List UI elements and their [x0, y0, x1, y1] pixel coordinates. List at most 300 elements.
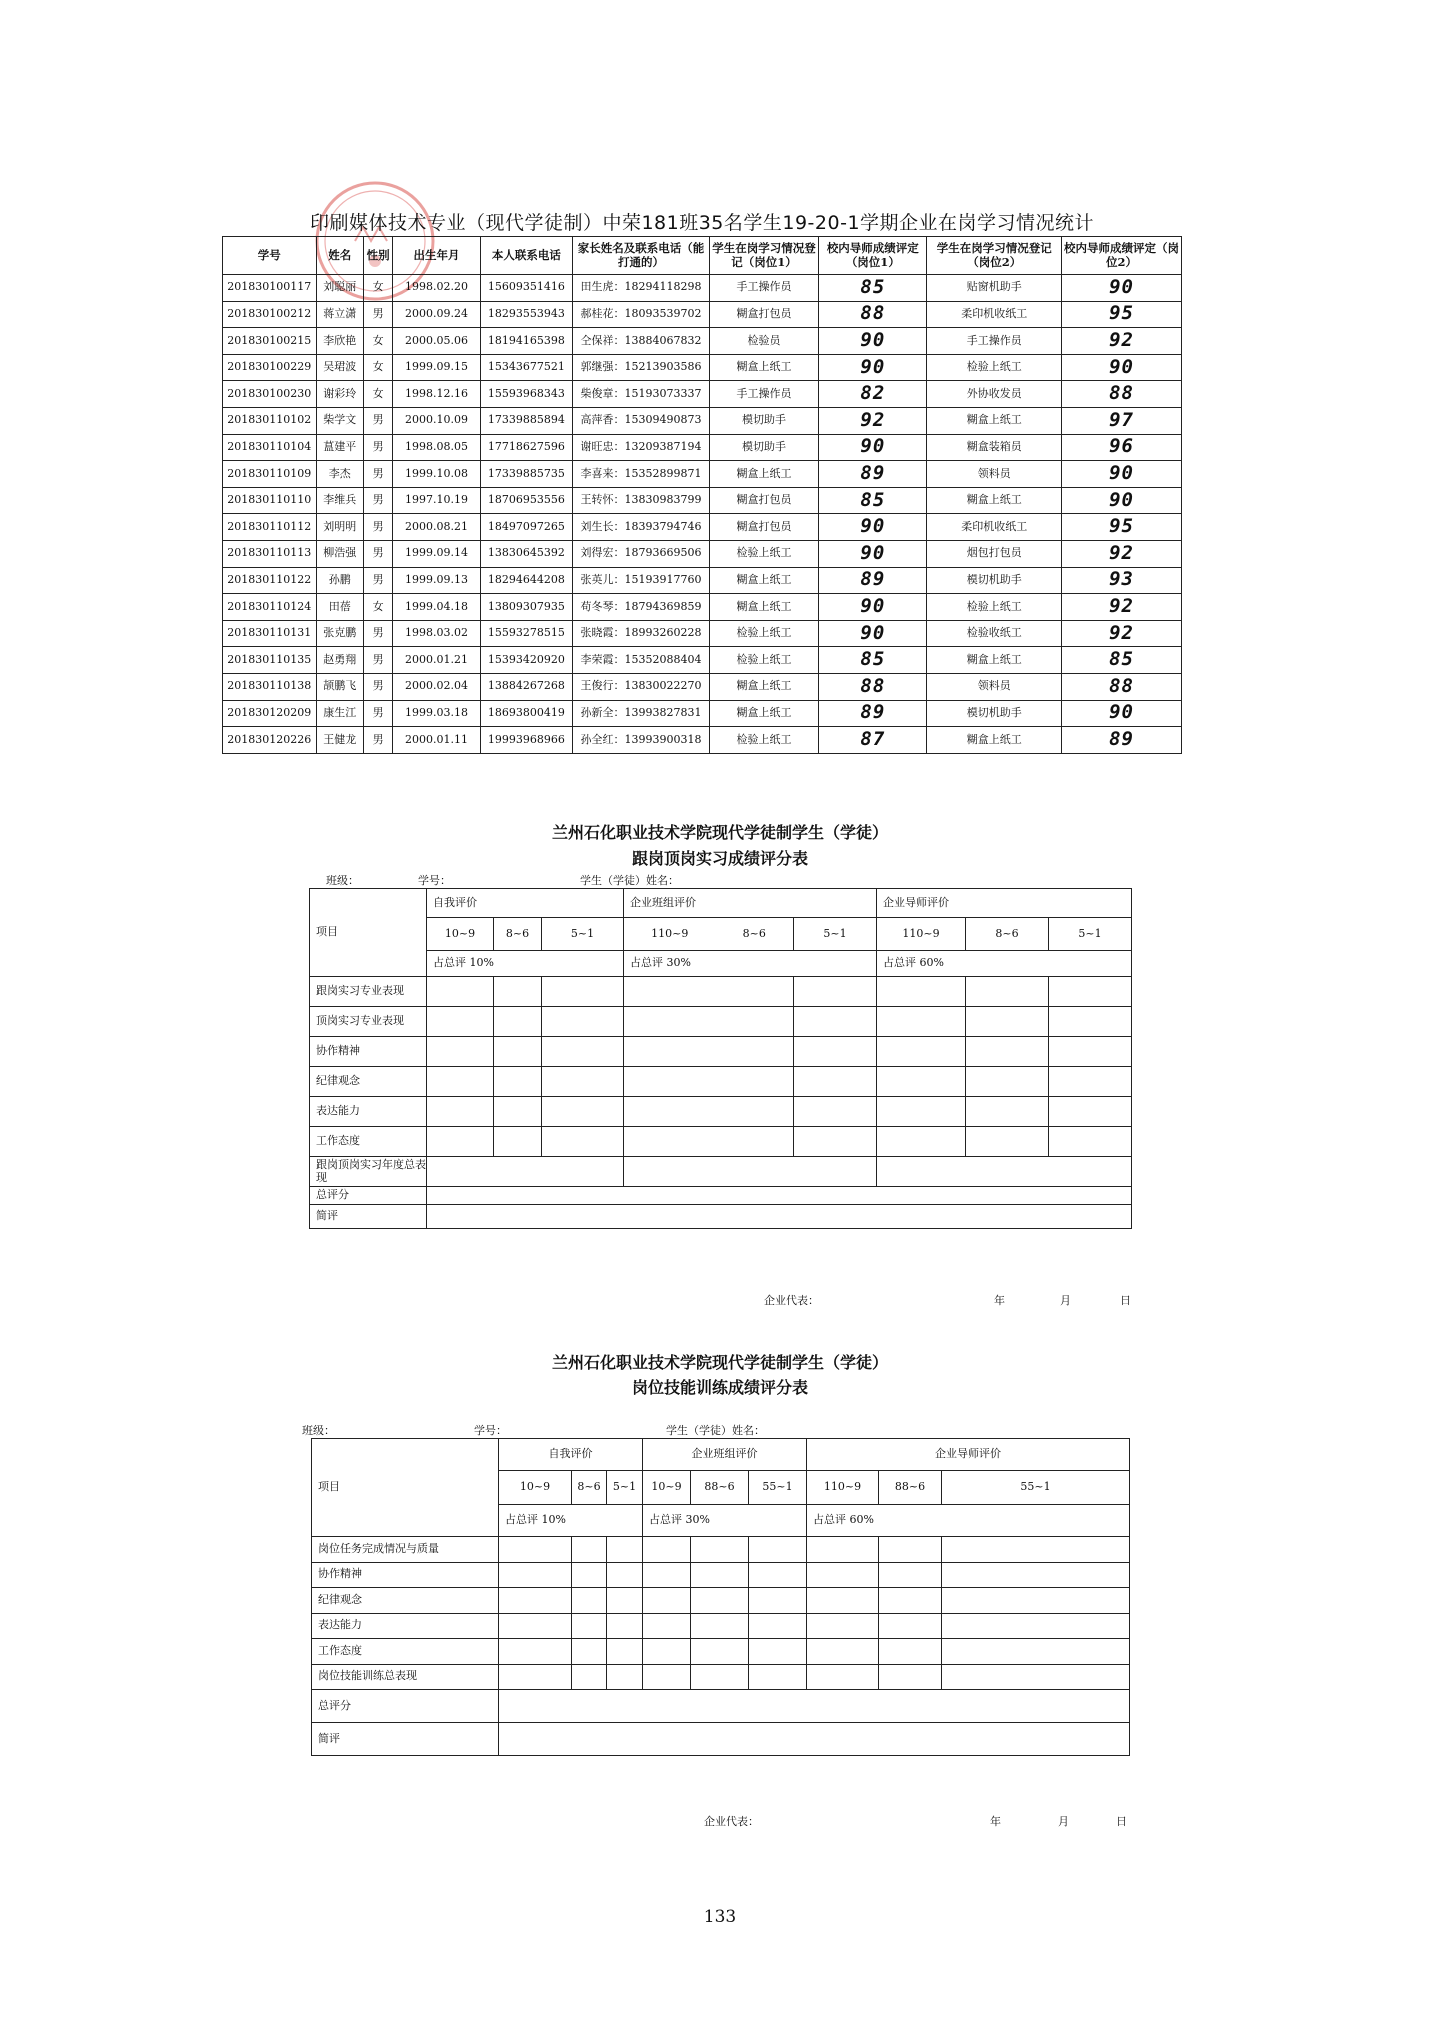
page-number: 133 — [703, 1907, 737, 1927]
form2-score-cell[interactable] — [807, 1588, 879, 1614]
form1-score-cell[interactable] — [542, 1097, 624, 1127]
score-cell: 88 — [1062, 673, 1182, 700]
table-cell: 1999.09.15 — [393, 354, 480, 381]
table-cell: 糊盒上纸工 — [927, 647, 1062, 674]
form2-score-cell[interactable] — [643, 1537, 691, 1563]
form1-day: 日 — [1120, 1294, 1131, 1307]
form2-score-cell[interactable] — [879, 1664, 942, 1690]
form1-score-cell[interactable] — [794, 977, 877, 1007]
table-cell: 13809307935 — [480, 594, 573, 621]
form1-id-label: 学号： — [418, 874, 451, 887]
form1-remark-label: 简评 — [310, 1205, 427, 1229]
form2-score-cell[interactable] — [607, 1613, 643, 1639]
table-cell: 1997.10.19 — [393, 487, 480, 514]
table-cell: 孙新全：13993827831 — [573, 700, 710, 727]
form2-item-label: 岗位技能训练总表现 — [312, 1664, 499, 1690]
form2-score-cell[interactable] — [942, 1613, 1130, 1639]
form2-score-cell[interactable] — [607, 1588, 643, 1614]
table-cell: 颉鹏飞 — [316, 673, 363, 700]
score-cell: 89 — [1062, 727, 1182, 754]
table-cell: 201830120226 — [223, 727, 317, 754]
table-cell: 18693800419 — [480, 700, 573, 727]
table-cell: 男 — [363, 727, 392, 754]
table-cell: 糊盒上纸工 — [709, 461, 818, 488]
table-cell: 201830110102 — [223, 407, 317, 434]
form2-range: 10~9 — [643, 1471, 691, 1505]
form2-item-label: 纪律观念 — [312, 1588, 499, 1614]
form1-score-cell[interactable] — [966, 1097, 1049, 1127]
form2-score-cell[interactable] — [942, 1537, 1130, 1563]
form1-item-row — [310, 1157, 1132, 1187]
table-cell: 201830110131 — [223, 620, 317, 647]
student-row — [223, 461, 1182, 488]
student-row — [223, 434, 1182, 461]
form2-title-line1: 兰州石化职业技术学院现代学徒制学生（学徒） — [551, 1353, 888, 1372]
form2-score-cell[interactable] — [691, 1613, 749, 1639]
form1-score-cell[interactable] — [624, 1097, 794, 1127]
score-cell: 92 — [1062, 540, 1182, 567]
score-cell: 92 — [1062, 594, 1182, 621]
form1-item-label: 纪律观念 — [310, 1067, 427, 1097]
student-row — [223, 354, 1182, 381]
table-cell: 孙鹏 — [316, 567, 363, 594]
header-cell: 姓名 — [316, 237, 363, 275]
form1-range: 110~9 — [651, 926, 689, 940]
form2-group-mentor: 企业导师评价 — [807, 1439, 1130, 1471]
table-cell: 17718627596 — [480, 434, 573, 461]
table-cell: 15593278515 — [480, 620, 573, 647]
form1-range: 5~1 — [1049, 918, 1132, 951]
table-cell: 1999.09.14 — [393, 540, 480, 567]
form1-name-label: 学生（学徒）姓名： — [580, 874, 679, 887]
form2-score-cell[interactable] — [691, 1639, 749, 1665]
form2-score-cell[interactable] — [607, 1537, 643, 1563]
table-cell: 201830110124 — [223, 594, 317, 621]
form1-score-cell[interactable] — [794, 1097, 877, 1127]
form2-score-cell[interactable] — [942, 1562, 1130, 1588]
score-cell: 90 — [819, 540, 927, 567]
table-cell: 201830110122 — [223, 567, 317, 594]
form1-score-cell[interactable] — [794, 1127, 877, 1157]
form2-score-cell[interactable] — [691, 1562, 749, 1588]
table-cell: 仝保祥：13884067832 — [573, 328, 710, 355]
table-cell: 手工操作员 — [709, 381, 818, 408]
form1-score-cell[interactable] — [966, 1127, 1049, 1157]
form1-score-cell[interactable] — [427, 1037, 494, 1067]
form1-range: 110~9 — [877, 918, 966, 951]
form1-score-cell[interactable] — [966, 1067, 1049, 1097]
form2-score-cell[interactable] — [879, 1613, 942, 1639]
form1-month: 月 — [1060, 1294, 1071, 1307]
form2-score-cell[interactable] — [879, 1588, 942, 1614]
form2-range: 88~6 — [691, 1471, 749, 1505]
header-cell: 出生年月 — [393, 237, 480, 275]
table-cell: 糊盒上纸工 — [927, 407, 1062, 434]
form1-range: 8~6 — [494, 918, 542, 951]
table-cell: 外协收发员 — [927, 381, 1062, 408]
score-cell: 90 — [819, 354, 927, 381]
table-cell: 糊盒打包员 — [709, 487, 818, 514]
form1-item-label: 表达能力 — [310, 1097, 427, 1127]
form2-year: 年 — [990, 1815, 1001, 1828]
table-cell: 13884267268 — [480, 673, 573, 700]
form2-score-cell[interactable] — [643, 1639, 691, 1665]
form1-score-cell[interactable] — [427, 977, 494, 1007]
score-cell: 90 — [1062, 354, 1182, 381]
form2-range: 55~1 — [749, 1471, 807, 1505]
form2-total-label: 总评分 — [312, 1690, 499, 1723]
header-cell: 学生在岗学习情况登记（岗位2） — [927, 237, 1062, 275]
header-cell: 家长姓名及联系电话（能打通的） — [573, 237, 710, 275]
form1-score-cell[interactable] — [542, 1067, 624, 1097]
table-cell: 201830120209 — [223, 700, 317, 727]
score-cell: 90 — [1062, 700, 1182, 727]
table-cell: 201830110104 — [223, 434, 317, 461]
form1-score-cell[interactable] — [427, 1067, 494, 1097]
student-row — [223, 275, 1182, 302]
form2-name-label: 学生（学徒）姓名： — [666, 1424, 765, 1437]
form1-score-cell[interactable] — [794, 1007, 877, 1037]
table-cell: 郝桂花：18093539702 — [573, 301, 710, 328]
form2-score-cell[interactable] — [942, 1664, 1130, 1690]
table-cell: 刘得宏：18793669506 — [573, 540, 710, 567]
table-cell: 王俊行：13830022270 — [573, 673, 710, 700]
score-cell: 90 — [1062, 461, 1182, 488]
form2-score-cell[interactable] — [807, 1562, 879, 1588]
form2-score-cell[interactable] — [499, 1537, 572, 1563]
form2-score-cell[interactable] — [807, 1613, 879, 1639]
table-cell: 蒀建平 — [316, 434, 363, 461]
table-cell: 郭继强：15213903586 — [573, 354, 710, 381]
score-cell: 88 — [1062, 381, 1182, 408]
form2-score-cell[interactable] — [879, 1562, 942, 1588]
table-cell: 女 — [363, 381, 392, 408]
form2-day: 日 — [1116, 1815, 1127, 1828]
form2-item-label: 表达能力 — [312, 1613, 499, 1639]
form1-score-cell[interactable] — [624, 1007, 794, 1037]
form1-score-cell[interactable] — [624, 1157, 877, 1187]
table-cell: 男 — [363, 540, 392, 567]
table-cell: 赵勇翔 — [316, 647, 363, 674]
form2-score-cell[interactable] — [572, 1562, 607, 1588]
score-cell: 85 — [819, 487, 927, 514]
form1-score-cell[interactable] — [542, 1127, 624, 1157]
form2-score-cell[interactable] — [749, 1562, 807, 1588]
score-cell: 90 — [819, 514, 927, 541]
table-cell: 201830110138 — [223, 673, 317, 700]
form1-score-cell[interactable] — [877, 1097, 966, 1127]
form1-range: 5~1 — [794, 918, 877, 951]
form1-total-cell[interactable] — [427, 1187, 1132, 1205]
form1-item-row — [310, 1037, 1132, 1067]
table-cell: 18294644208 — [480, 567, 573, 594]
form1-score-cell[interactable] — [494, 1007, 542, 1037]
table-cell: 男 — [363, 407, 392, 434]
form1-rep-label: 企业代表： — [764, 1294, 819, 1307]
score-cell: 90 — [1062, 487, 1182, 514]
form1-score-cell[interactable] — [966, 1007, 1049, 1037]
table-cell: 检验上纸工 — [927, 354, 1062, 381]
form2-score-cell[interactable] — [643, 1588, 691, 1614]
form1-score-cell[interactable] — [494, 1037, 542, 1067]
form1-item-label: 工作态度 — [310, 1127, 427, 1157]
table-cell: 2000.01.21 — [393, 647, 480, 674]
table-cell: 模切机助手 — [927, 700, 1062, 727]
table-cell: 2000.09.24 — [393, 301, 480, 328]
form2-score-cell[interactable] — [749, 1613, 807, 1639]
table-cell: 女 — [363, 328, 392, 355]
score-cell: 90 — [819, 434, 927, 461]
form1-group-self: 自我评价 — [427, 889, 624, 918]
form2-score-cell[interactable] — [572, 1537, 607, 1563]
form2-title-line2: 岗位技能训练成绩评分表 — [631, 1378, 808, 1397]
score-cell: 85 — [819, 275, 927, 302]
student-row — [223, 567, 1182, 594]
form2-range: 8~6 — [572, 1471, 607, 1505]
table-cell: 糊盒上纸工 — [927, 487, 1062, 514]
table-cell: 糊盒打包员 — [709, 514, 818, 541]
internship-score-form — [309, 888, 1132, 1229]
form1-score-cell[interactable] — [1049, 1097, 1132, 1127]
form1-score-cell[interactable] — [542, 1037, 624, 1067]
form1-item-row — [310, 1067, 1132, 1097]
form1-score-cell[interactable] — [1049, 1007, 1132, 1037]
form1-score-cell[interactable] — [624, 1067, 794, 1097]
form1-weight-self: 占总评 10% — [427, 951, 624, 977]
table-cell: 1998.08.05 — [393, 434, 480, 461]
form1-score-cell[interactable] — [877, 1037, 966, 1067]
score-cell: 95 — [1062, 301, 1182, 328]
score-cell: 90 — [819, 620, 927, 647]
table-cell: 谢旺忠：13209387194 — [573, 434, 710, 461]
table-cell: 王健龙 — [316, 727, 363, 754]
form2-score-cell[interactable] — [691, 1537, 749, 1563]
table-cell: 糊盒上纸工 — [709, 354, 818, 381]
form2-score-cell[interactable] — [572, 1639, 607, 1665]
table-cell: 刘明明 — [316, 514, 363, 541]
table-cell: 模切机助手 — [927, 567, 1062, 594]
table-cell: 201830100212 — [223, 301, 317, 328]
form1-item-label: 顶岗实习专业表现 — [310, 1007, 427, 1037]
table-cell: 2000.01.11 — [393, 727, 480, 754]
table-cell: 2000.05.06 — [393, 328, 480, 355]
table-cell: 李喜来：15352899871 — [573, 461, 710, 488]
table-cell: 检验上纸工 — [709, 727, 818, 754]
form1-item-row — [310, 977, 1132, 1007]
score-cell: 95 — [1062, 514, 1182, 541]
form1-score-cell[interactable] — [427, 1157, 624, 1187]
table-cell: 1999.04.18 — [393, 594, 480, 621]
form2-score-cell[interactable] — [749, 1537, 807, 1563]
table-cell: 田生虎：18294118298 — [573, 275, 710, 302]
table-cell: 检验上纸工 — [709, 540, 818, 567]
table-cell: 蒋立潇 — [316, 301, 363, 328]
form1-score-cell[interactable] — [494, 1127, 542, 1157]
table-cell: 2000.08.21 — [393, 514, 480, 541]
stats-table — [222, 236, 1182, 754]
form2-score-cell[interactable] — [572, 1588, 607, 1614]
form2-score-cell[interactable] — [499, 1639, 572, 1665]
form2-score-cell[interactable] — [691, 1588, 749, 1614]
form2-item-row — [312, 1664, 1130, 1690]
form1-score-cell[interactable] — [542, 1007, 624, 1037]
header-cell: 学生在岗学习情况登记（岗位1） — [709, 237, 818, 275]
form1-title-line1: 兰州石化职业技术学院现代学徒制学生（学徒） — [551, 823, 888, 842]
form2-score-cell[interactable] — [807, 1537, 879, 1563]
form1-score-cell[interactable] — [877, 1127, 966, 1157]
form2-item-row — [312, 1588, 1130, 1614]
form2-score-cell[interactable] — [499, 1562, 572, 1588]
form1-weight-team: 占总评 30% — [624, 951, 877, 977]
table-cell: 18194165398 — [480, 328, 573, 355]
score-cell: 90 — [819, 594, 927, 621]
form2-score-cell[interactable] — [942, 1639, 1130, 1665]
form1-class-label: 班级： — [326, 874, 359, 887]
table-cell: 男 — [363, 620, 392, 647]
form2-score-cell[interactable] — [807, 1664, 879, 1690]
table-cell: 手工操作员 — [927, 328, 1062, 355]
form1-score-cell[interactable] — [427, 1007, 494, 1037]
form1-score-cell[interactable] — [1049, 1037, 1132, 1067]
table-cell: 李荣霞：15352088404 — [573, 647, 710, 674]
table-cell: 男 — [363, 673, 392, 700]
table-cell: 张英儿：15193917760 — [573, 567, 710, 594]
form1-score-cell[interactable] — [494, 1097, 542, 1127]
form2-score-cell[interactable] — [691, 1664, 749, 1690]
form2-score-cell[interactable] — [879, 1639, 942, 1665]
table-cell: 检验上纸工 — [709, 620, 818, 647]
table-cell: 柳浩强 — [316, 540, 363, 567]
table-cell: 1998.02.20 — [393, 275, 480, 302]
table-cell: 1999.10.08 — [393, 461, 480, 488]
form1-score-cell[interactable] — [427, 1097, 494, 1127]
form2-score-cell[interactable] — [807, 1639, 879, 1665]
table-cell: 17339885894 — [480, 407, 573, 434]
form1-score-cell[interactable] — [494, 1067, 542, 1097]
form1-score-cell[interactable] — [877, 1067, 966, 1097]
form2-total-cell[interactable] — [499, 1690, 1130, 1723]
form2-group-self: 自我评价 — [499, 1439, 643, 1471]
form2-weight-team: 占总评 30% — [643, 1505, 807, 1537]
table-cell: 女 — [363, 594, 392, 621]
table-cell: 15393420920 — [480, 647, 573, 674]
score-cell: 92 — [1062, 328, 1182, 355]
form2-remark-cell[interactable] — [499, 1723, 1130, 1756]
form1-score-cell[interactable] — [542, 977, 624, 1007]
score-cell: 97 — [1062, 407, 1182, 434]
form1-item-label: 跟岗实习专业表现 — [310, 977, 427, 1007]
stats-header-row — [223, 237, 1182, 275]
form1-score-cell[interactable] — [794, 1037, 877, 1067]
form1-score-cell[interactable] — [1049, 977, 1132, 1007]
form2-score-cell[interactable] — [749, 1664, 807, 1690]
form1-score-cell[interactable] — [877, 1157, 1132, 1187]
table-cell: 李维兵 — [316, 487, 363, 514]
score-cell: 92 — [1062, 620, 1182, 647]
table-cell: 女 — [363, 275, 392, 302]
form1-score-cell[interactable] — [624, 1127, 794, 1157]
form2-class-label: 班级： — [302, 1424, 335, 1437]
student-row — [223, 487, 1182, 514]
form1-remark-cell[interactable] — [427, 1205, 1132, 1229]
form1-score-cell[interactable] — [624, 1037, 794, 1067]
table-cell: 吴珺波 — [316, 354, 363, 381]
table-cell: 田蓓 — [316, 594, 363, 621]
table-cell: 15343677521 — [480, 354, 573, 381]
form2-score-cell[interactable] — [607, 1562, 643, 1588]
form1-score-cell[interactable] — [877, 1007, 966, 1037]
form2-score-cell[interactable] — [499, 1664, 572, 1690]
score-cell: 93 — [1062, 567, 1182, 594]
form2-score-cell[interactable] — [572, 1613, 607, 1639]
table-cell: 检验上纸工 — [927, 594, 1062, 621]
table-cell: 孙全红：13993900318 — [573, 727, 710, 754]
form2-score-cell[interactable] — [942, 1588, 1130, 1614]
form2-score-cell[interactable] — [607, 1664, 643, 1690]
form2-score-cell[interactable] — [643, 1562, 691, 1588]
form1-score-cell[interactable] — [624, 977, 794, 1007]
table-cell: 18497097265 — [480, 514, 573, 541]
form1-item-header: 项目 — [310, 889, 427, 977]
form1-range: 8~6 — [742, 926, 766, 940]
table-cell: 手工操作员 — [709, 275, 818, 302]
table-cell: 糊盒打包员 — [709, 301, 818, 328]
student-row — [223, 594, 1182, 621]
student-row — [223, 407, 1182, 434]
table-cell: 高萍香：15309490873 — [573, 407, 710, 434]
form1-year: 年 — [994, 1294, 1005, 1307]
form1-score-cell[interactable] — [427, 1127, 494, 1157]
form2-score-cell[interactable] — [499, 1588, 572, 1614]
stats-title: 印刷媒体技术专业（现代学徒制）中荣181班35名学生19-20-1学期企业在岗学习情况统计 — [309, 212, 1095, 234]
form1-title-line2: 跟岗顶岗实习成绩评分表 — [631, 849, 808, 868]
form1-score-cell[interactable] — [1049, 1127, 1132, 1157]
form1-score-cell[interactable] — [877, 977, 966, 1007]
form2-range: 88~6 — [879, 1471, 942, 1505]
form2-score-cell[interactable] — [643, 1664, 691, 1690]
form1-score-cell[interactable] — [794, 1067, 877, 1097]
form1-score-cell[interactable] — [494, 977, 542, 1007]
form2-score-cell[interactable] — [643, 1613, 691, 1639]
score-cell: 88 — [819, 301, 927, 328]
form2-score-cell[interactable] — [607, 1639, 643, 1665]
form1-score-cell[interactable] — [1049, 1067, 1132, 1097]
form2-score-cell[interactable] — [499, 1613, 572, 1639]
form1-score-cell[interactable] — [966, 977, 1049, 1007]
table-cell: 刘聪丽 — [316, 275, 363, 302]
student-row — [223, 673, 1182, 700]
table-cell: 1999.03.18 — [393, 700, 480, 727]
table-cell: 模切助手 — [709, 434, 818, 461]
table-cell: 201830100215 — [223, 328, 317, 355]
table-cell: 苟冬琴：18794369859 — [573, 594, 710, 621]
table-cell: 男 — [363, 434, 392, 461]
table-cell: 201830110110 — [223, 487, 317, 514]
form2-score-cell[interactable] — [749, 1639, 807, 1665]
header-cell: 性别 — [363, 237, 392, 275]
table-cell: 15609351416 — [480, 275, 573, 302]
form2-score-cell[interactable] — [749, 1588, 807, 1614]
table-cell: 17339885735 — [480, 461, 573, 488]
form1-group-mentor: 企业导师评价 — [877, 889, 1132, 918]
form1-score-cell[interactable] — [966, 1037, 1049, 1067]
form2-score-cell[interactable] — [879, 1537, 942, 1563]
header-cell: 学号 — [223, 237, 317, 275]
table-cell: 柴学文 — [316, 407, 363, 434]
table-cell: 1998.03.02 — [393, 620, 480, 647]
form2-score-cell[interactable] — [572, 1664, 607, 1690]
form2-remark-label: 简评 — [312, 1723, 499, 1756]
